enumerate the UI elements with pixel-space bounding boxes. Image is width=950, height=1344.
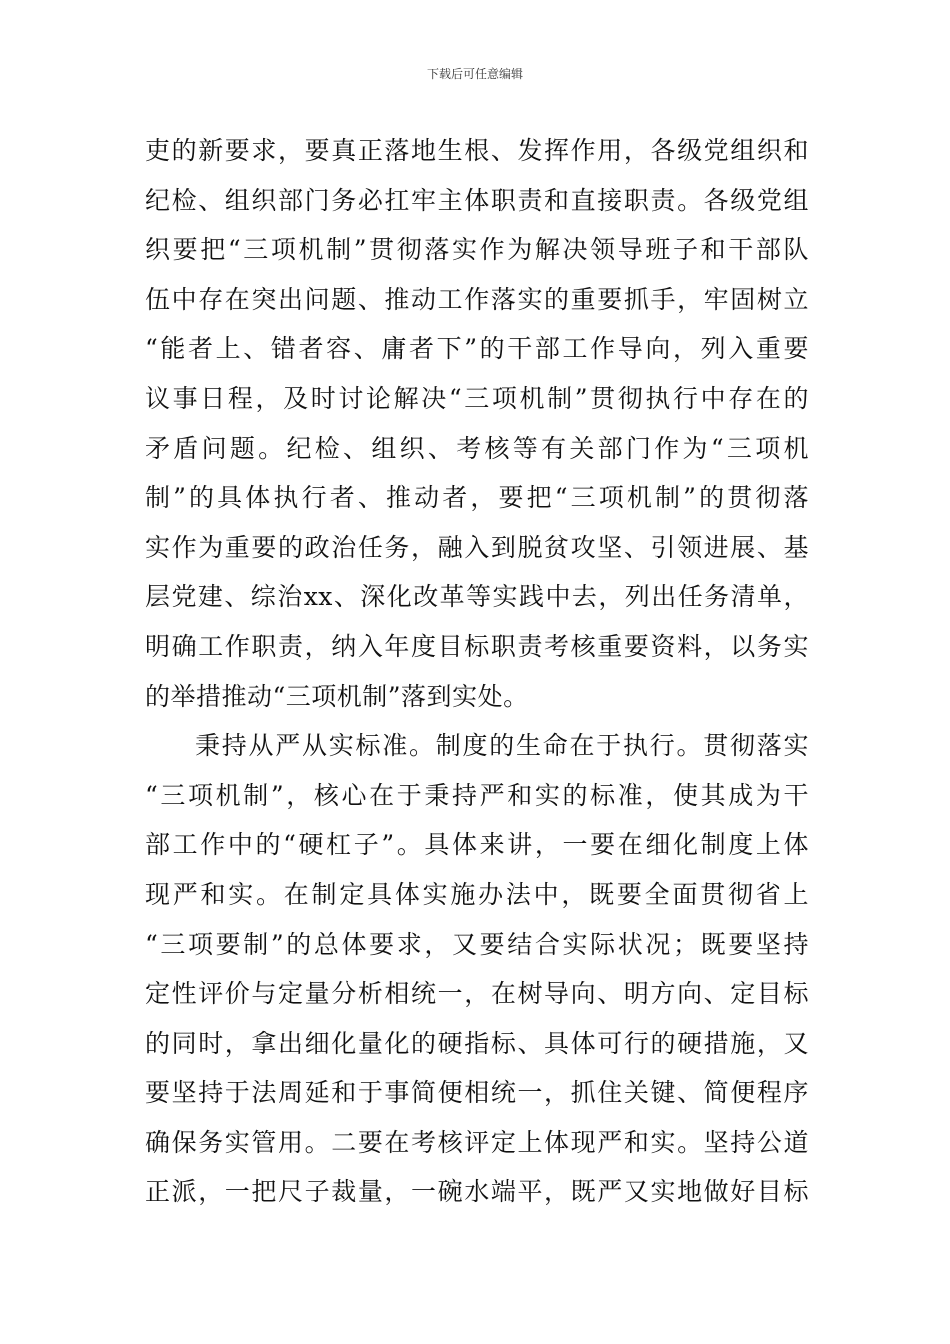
document-body xyxy=(145,126,809,1217)
text-line: 制”的具体执行者、推动者，要把“三项机制”的贯彻落 xyxy=(145,483,809,513)
text-line: 正派，一把尺子裁量，一碗水端平，既严又实地做好目标 xyxy=(145,1177,809,1207)
text-line: 部工作中的“硬杠子”。具体来讲，一要在细化制度上体 xyxy=(145,830,809,860)
text-line: 秉持从严从实标准。制度的生命在于执行。贯彻落实 xyxy=(195,731,809,761)
text-line: 实作为重要的政治任务，融入到脱贫攻坚、引领进展、基 xyxy=(145,532,809,562)
text-line: “三项机制”，核心在于秉持严和实的标准，使其成为干 xyxy=(145,780,809,810)
text-line: 纪检、组织部门务必扛牢主体职责和直接职责。各级党组 xyxy=(145,185,809,215)
text-line: 要坚持于法周延和于事简便相统一，抓住关键、简便程序 xyxy=(145,1078,809,1108)
text-line: 织要把“三项机制”贯彻落实作为解决领导班子和干部队 xyxy=(145,235,809,265)
text-line: “三项要制”的总体要求，又要结合实际状况；既要坚持 xyxy=(145,929,809,959)
text-line: 明确工作职责，纳入年度目标职责考核重要资料，以务实 xyxy=(145,631,809,661)
text-line: 议事日程，及时讨论解决“三项机制”贯彻执行中存在的 xyxy=(145,383,809,413)
text-line: 的同时，拿出细化量化的硬指标、具体可行的硬措施，又 xyxy=(145,1028,809,1058)
text-line: 定性评价与定量分析相统一，在树导向、明方向、定目标 xyxy=(145,979,809,1009)
paragraph-2 xyxy=(145,721,809,1217)
text-line: 吏的新要求，要真正落地生根、发挥作用，各级党组织和 xyxy=(145,136,809,165)
text-line: 确保务实管用。二要在考核评定上体现严和实。坚持公道 xyxy=(145,1127,809,1157)
text-line: “能者上、错者容、庸者下”的干部工作导向，列入重要 xyxy=(145,334,809,364)
text-line: 现严和实。在制定具体实施办法中，既要全面贯彻省上 xyxy=(145,879,809,909)
text-line: 伍中存在突出问题、推动工作落实的重要抓手，牢固树立 xyxy=(145,284,809,314)
page-header: 下载后可任意编辑 xyxy=(426,67,523,81)
text-line: 矛盾问题。纪检、组织、考核等有关部门作为“三项机 xyxy=(145,433,809,463)
text-line: 层党建、综治xx、深化改革等实践中去，列出任务清单， xyxy=(145,582,809,612)
paragraph-1 xyxy=(145,126,809,721)
text-line: 的举措推动“三项机制”落到实处。 xyxy=(145,681,529,711)
